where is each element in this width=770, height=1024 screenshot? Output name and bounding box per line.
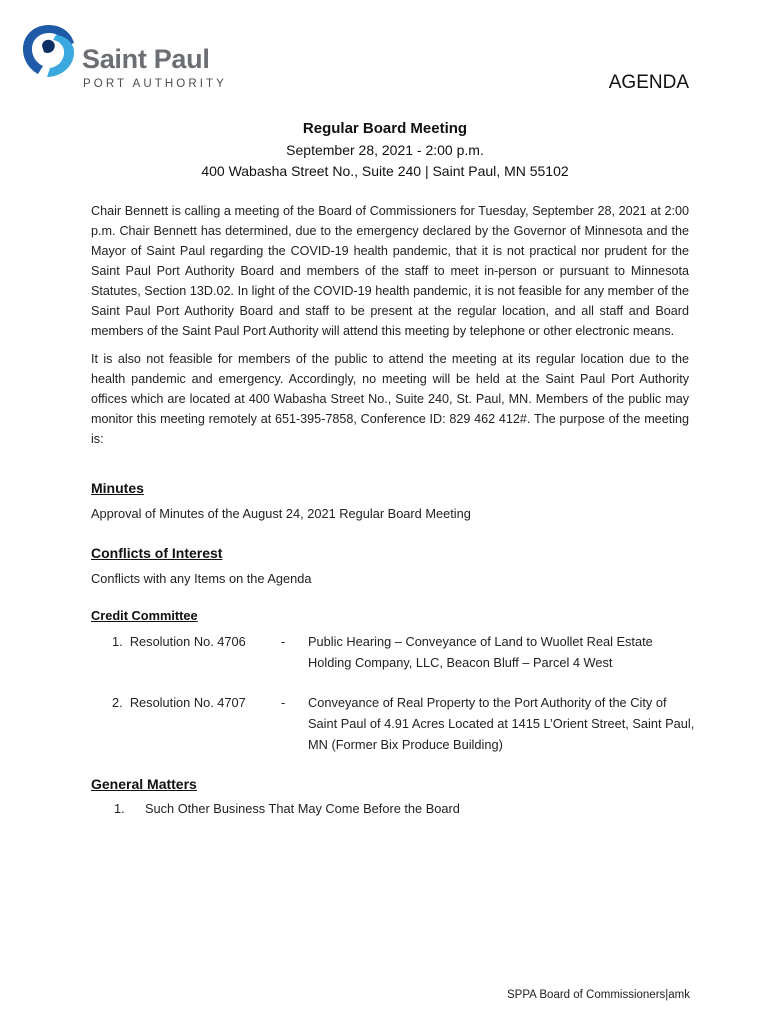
conflicts-text: Conflicts with any Items on the Agenda	[91, 571, 312, 586]
resolution-number: 1. Resolution No. 4706	[112, 634, 246, 649]
general-matters-text: Such Other Business That May Come Before the Board	[145, 801, 460, 816]
saint-paul-port-authority-logo	[20, 22, 230, 92]
intro-paragraph-1: Chair Bennett is calling a meeting of the Board of Commissioners for Tuesday, September 28, 2021 at 2:00 p.m. Chair Bennett has determined, due to the emergency declared by the Governor of Minnesota and the Mayor of Saint Paul regarding the COVID-19 health pandemic, that it is not practical nor prudent for the Saint Paul Port Authority Board and members of the staff to meet in-person or pursuant to Minnesota Statutes, Section 13D.02. In light of the COVID-19 health pandemic, it is not feasible for any member of the Saint Paul Port Authority Board and staff to be present at the regular location, and all staff and Board members of the Saint Paul Port Authority will attend this meeting by telephone or other electronic means.	[91, 204, 689, 338]
resolution-description: Public Hearing – Conveyance of Land to Wuollet Real Estate Holding Company, LLC, Beacon Bluff – Parcel 4 West	[308, 634, 653, 670]
meeting-date: September 28, 2021 - 2:00 p.m.	[286, 142, 484, 158]
intro-text	[91, 201, 689, 449]
page-footer: SPPA Board of Commissioners|amk	[506, 989, 690, 1001]
logo-mark-icon	[20, 22, 78, 80]
general-matters-number: 1.	[114, 801, 125, 816]
meeting-title: Regular Board Meeting	[302, 120, 468, 137]
resolution-number: 2. Resolution No. 4707	[112, 695, 246, 710]
conflicts-heading: Conflicts of Interest	[91, 545, 223, 561]
logo-subtitle: PORT AUTHORITY	[83, 78, 227, 90]
minutes-heading: Minutes	[91, 480, 144, 496]
meeting-address: 400 Wabasha Street No., Suite 240 | Saint Paul, MN 55102	[201, 163, 569, 179]
resolution-dash: -	[281, 634, 286, 649]
resolution-description: Conveyance of Real Property to the Port Authority of the City of Saint Paul of 4.91 Acres Located at 1415 L’Orient Street, Saint Paul, MN (Former Bix Produce Building)	[308, 695, 695, 752]
general-matters-heading: General Matters	[91, 776, 197, 792]
agenda-label: AGENDA	[608, 72, 689, 93]
intro-paragraph-2: It is also not feasible for members of the public to attend the meeting at its regular location due to the health pandemic and emergency. Accordingly, no meeting will be held at the Saint Paul Port Authority offices which are located at 400 Wabasha Street No., Suite 240, St. Paul, MN. Members of the public may monitor this meeting remotely at 651-395-7858, Conference ID: 829 462 412#. The purpose of the meeting is:	[91, 352, 689, 446]
meeting-header	[0, 118, 770, 182]
resolution-dash: -	[281, 695, 286, 710]
logo-core	[42, 40, 55, 53]
logo-name: Saint Paul	[82, 44, 210, 74]
minutes-text: Approval of Minutes of the August 24, 2021 Regular Board Meeting	[91, 506, 471, 521]
credit-committee-heading: Credit Committee	[91, 608, 198, 623]
